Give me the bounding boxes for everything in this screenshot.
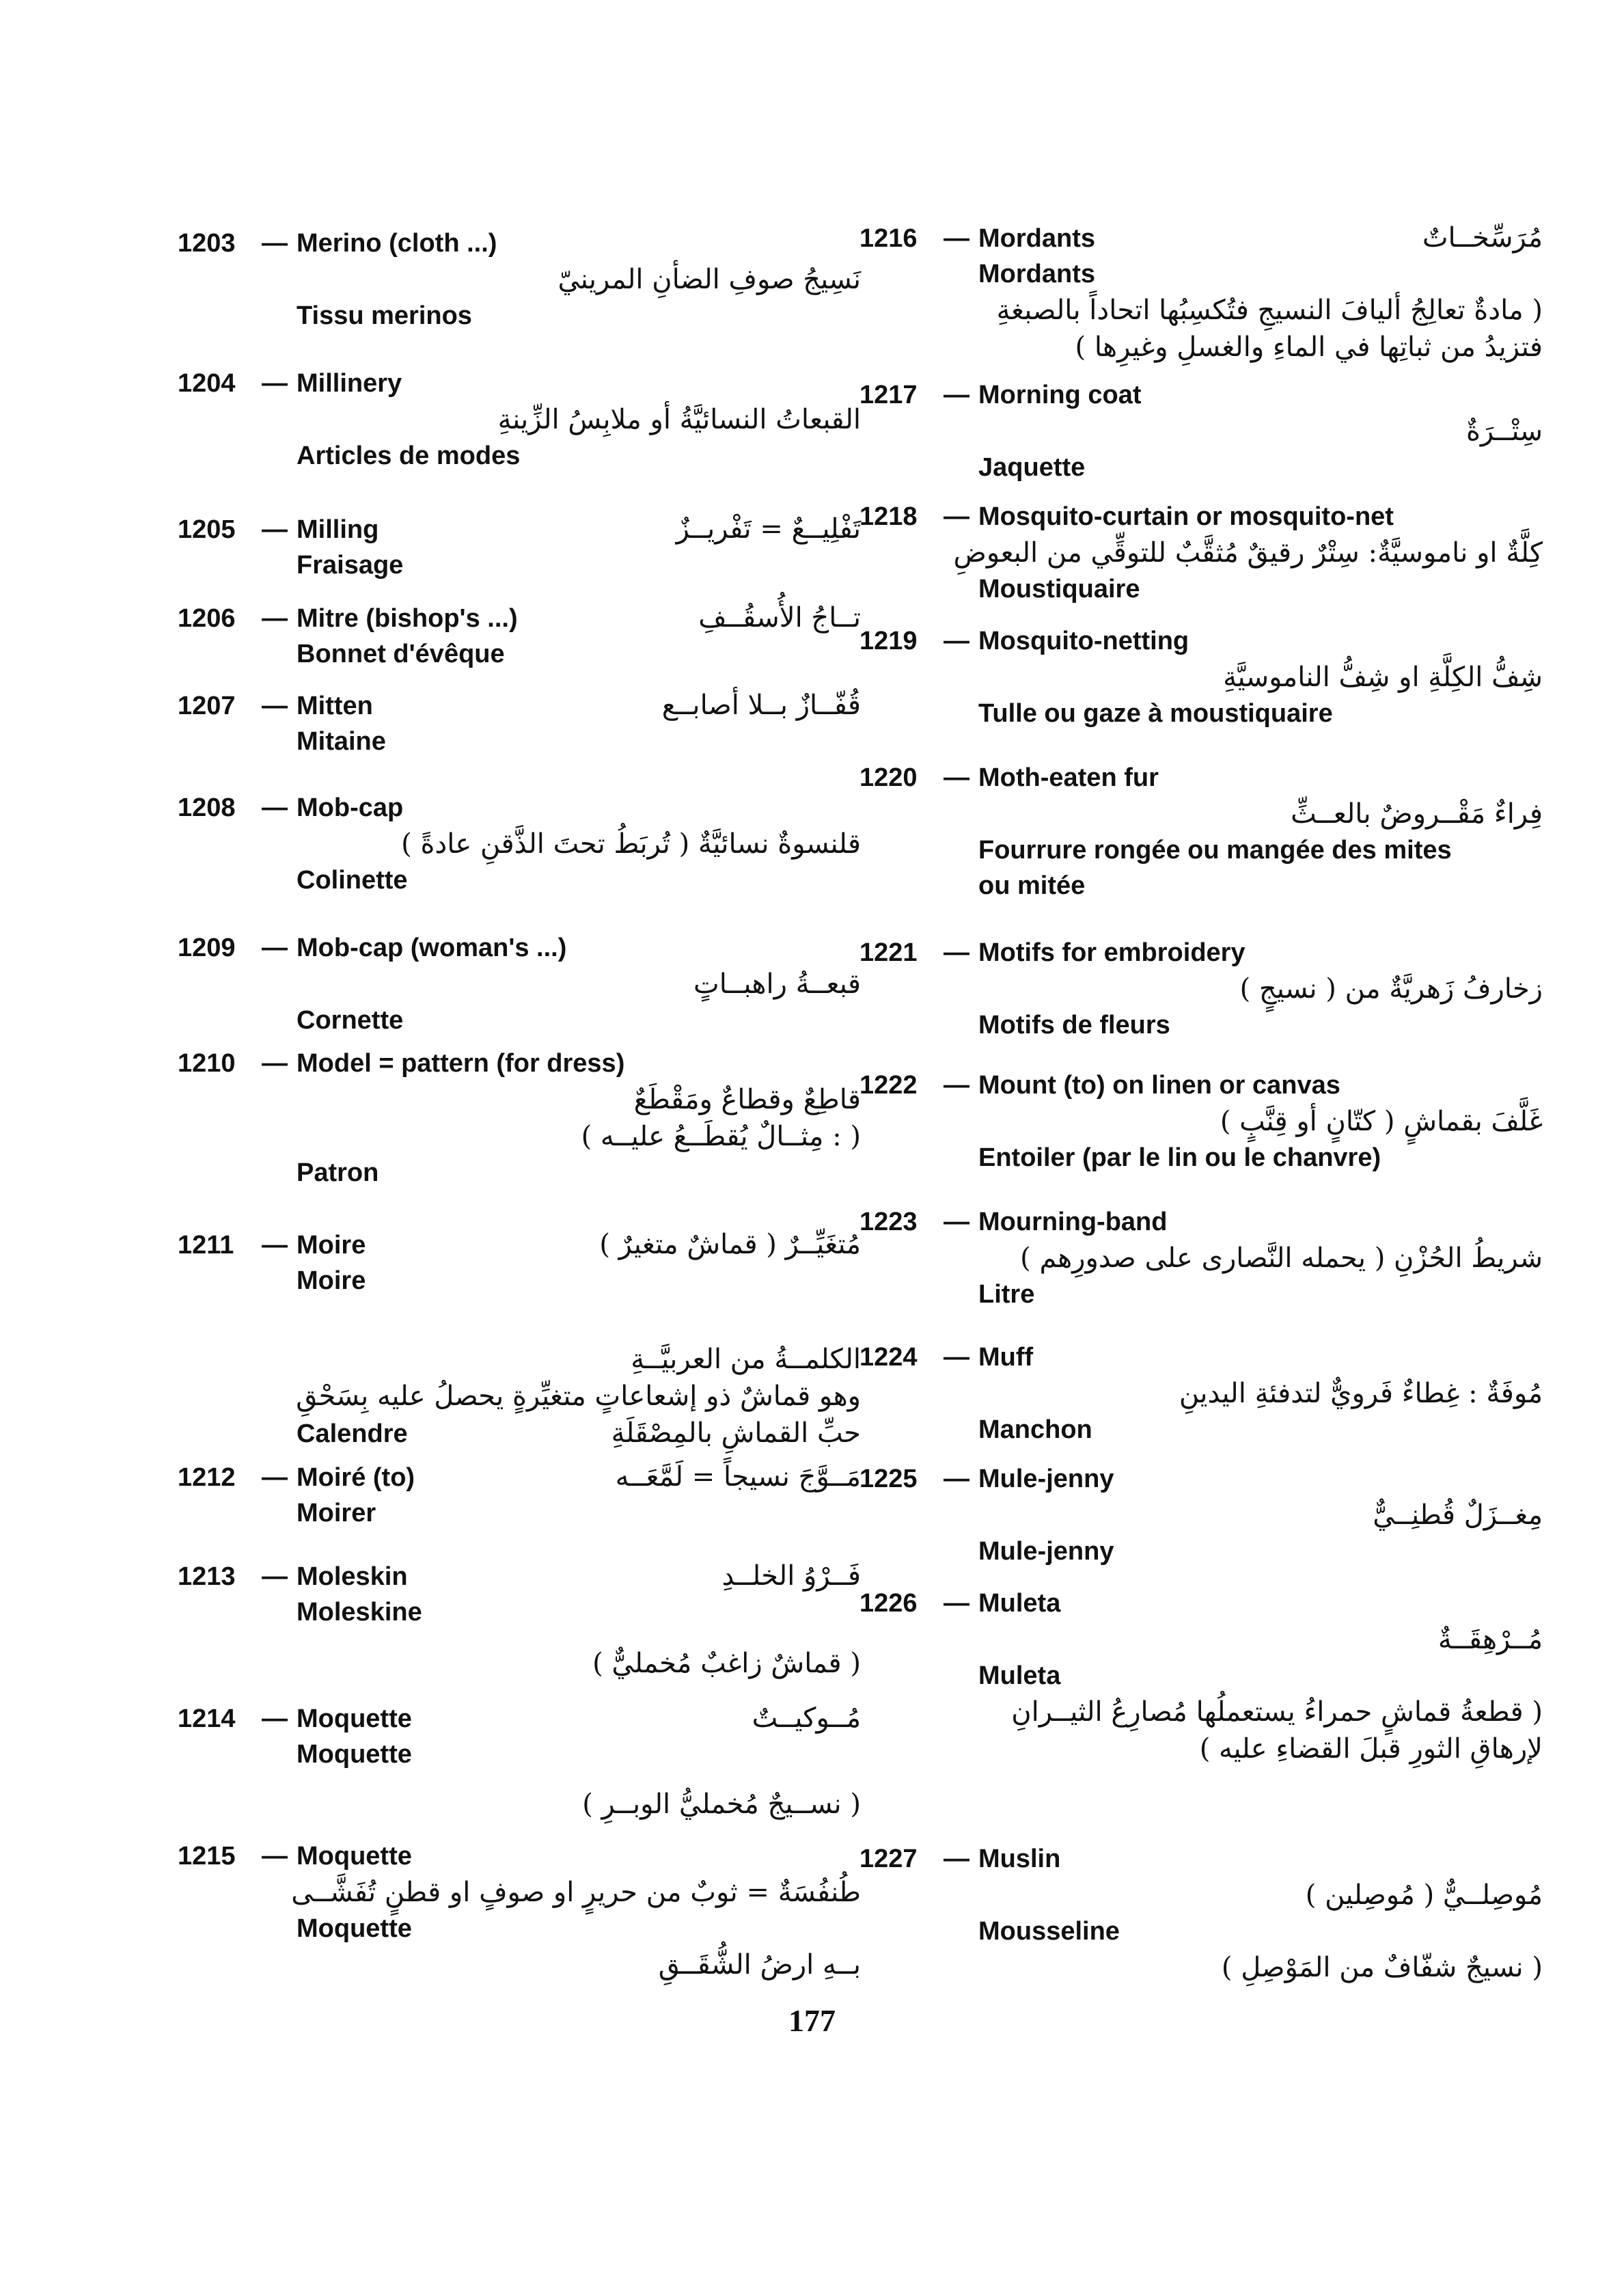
entry-arabic: تــاجُ الأُسقُــفِ <box>698 602 861 634</box>
entry-1227 <box>859 1841 1543 1986</box>
entry-number: 1220 <box>859 763 918 792</box>
entry-arabic: فَــرْوُ الخلــدِ <box>721 1560 861 1592</box>
entry-english: Millinery <box>297 369 402 398</box>
entry-english: Motifs for embroidery <box>978 938 1245 967</box>
entry-dash: — <box>262 793 288 822</box>
entry-french: Litre <box>978 1280 1035 1309</box>
entry-arabic-definition: ( : مِثــالٌ يُقطَــعُ عليــه ) <box>581 1121 861 1152</box>
entry-english: Muleta <box>978 1589 1061 1618</box>
entry-1217 <box>859 377 1543 485</box>
entry-1216 <box>859 220 1543 366</box>
entry-french: Manchon <box>978 1415 1092 1444</box>
entry-1212 <box>178 1459 861 1531</box>
entry-arabic-definition: ( نسيجٌ شفّافٌ من المَوْصِلِ ) <box>1221 1952 1543 1983</box>
moire-note <box>178 1341 861 1452</box>
entry-english: Muff <box>978 1343 1034 1372</box>
entry-french: Jaquette <box>978 453 1086 482</box>
entry-english: Mule-jenny <box>978 1465 1114 1493</box>
entry-1222 <box>859 1068 1543 1175</box>
entry-1226 <box>859 1586 1543 1767</box>
entry-dash: — <box>262 1231 288 1260</box>
entry-arabic-definition: لإرهاقِ الثورِ قبلَ القضاءِ عليه ) <box>1199 1733 1543 1765</box>
entry-1219 <box>859 623 1543 731</box>
entry-number: 1223 <box>859 1208 918 1236</box>
entry-arabic-definition: ( قطعةُ قماشٍ حمراءُ يستعملُها مُصارِعُ الثيــرانِ <box>1011 1696 1543 1728</box>
entry-arabic: تَفْلِيــعٌ = تَفْريــزٌ <box>676 513 861 545</box>
entry-number: 1206 <box>178 604 236 633</box>
entry-english: Mosquito-curtain or mosquito-net <box>978 502 1394 531</box>
entry-dash: — <box>944 381 969 409</box>
entry-english: Merino (cloth ...) <box>297 229 497 258</box>
entry-arabic: طُنفُسَةٌ = ثوبٌ من حريرٍ او صوفٍ او قطنٍ تُفَشَّــى <box>291 1877 861 1908</box>
entry-dash: — <box>262 515 288 544</box>
entry-french: Mordants <box>978 260 1095 288</box>
entry-dash: — <box>262 1562 288 1591</box>
entry-dash: — <box>262 229 288 258</box>
entry-english: Mount (to) on linen or canvas <box>978 1071 1340 1100</box>
entry-arabic: مُــرْهِقَــةٌ <box>1437 1624 1543 1655</box>
note-arabic-line: الكلمــةُ من العربيَّــةِ <box>631 1344 861 1375</box>
entry-1213 <box>178 1558 861 1682</box>
entry-number: 1225 <box>859 1465 918 1493</box>
entry-1221 <box>859 935 1543 1043</box>
entry-dash: — <box>944 1343 969 1372</box>
entry-dash: — <box>944 502 969 531</box>
entry-english: Model = pattern (for dress) <box>297 1049 625 1078</box>
entry-number: 1224 <box>859 1343 918 1372</box>
entry-english: Mordants <box>978 224 1095 253</box>
entry-french: Fourrure rongée ou mangée des mites <box>978 836 1452 865</box>
entry-dash: — <box>944 224 969 253</box>
entry-french: Cornette <box>297 1006 404 1035</box>
entry-1223 <box>859 1204 1543 1312</box>
entry-arabic: قلنسوةٌ نسائيَّةٌ ( تُربَطُ تحتَ الذَّقنِ عادةً ) <box>401 828 861 860</box>
entry-number: 1227 <box>859 1845 918 1873</box>
entry-1211 <box>178 1227 861 1299</box>
entry-number: 1226 <box>859 1589 918 1618</box>
entry-english: Moiré (to) <box>297 1463 415 1492</box>
entry-number: 1204 <box>178 369 236 398</box>
entry-number: 1217 <box>859 381 918 409</box>
entry-french: Tulle ou gaze à moustiquaire <box>978 699 1333 728</box>
entry-number: 1211 <box>178 1231 234 1260</box>
entry-french: Muleta <box>978 1661 1061 1690</box>
entry-number: 1214 <box>178 1704 236 1733</box>
entry-french: Fraisage <box>297 551 404 580</box>
entry-french: Moquette <box>297 1740 412 1769</box>
entry-1206 <box>178 600 861 672</box>
entry-english: Mob-cap (woman's ...) <box>297 934 567 962</box>
entry-number: 1203 <box>178 229 236 258</box>
entry-arabic: مُوفَةٌ : غِطاءٌ فَرويٌّ لتدفئةِ اليدينِ <box>1179 1378 1543 1409</box>
entry-dash: — <box>944 1071 969 1100</box>
entry-dash: — <box>944 627 969 655</box>
entry-arabic: القبعاتُ النسائيَّةُ أو ملابِسُ الزِّينةِ <box>497 404 861 435</box>
entry-1205 <box>178 511 861 583</box>
entry-dash: — <box>262 934 288 962</box>
entry-arabic: مُــوكيــتٌ <box>752 1702 861 1734</box>
entry-number: 1222 <box>859 1071 918 1100</box>
entry-arabic: نَسِيجُ صوفِ الضأنِ المرينيّ <box>558 264 861 295</box>
entry-number: 1208 <box>178 793 236 822</box>
entry-arabic: مِغــزَلٌ قُطنِــيٌّ <box>1373 1499 1543 1531</box>
entry-dash: — <box>944 1589 969 1618</box>
entry-arabic: مَــوَّجَ نسيجاً = لَمَّعَــه <box>615 1461 861 1493</box>
entry-french: Moustiquaire <box>978 575 1140 603</box>
entry-french: Moirer <box>297 1499 376 1527</box>
entry-1207 <box>178 688 861 759</box>
entry-dash: — <box>262 1049 288 1078</box>
entry-dash: — <box>262 369 288 398</box>
entry-dash: — <box>262 692 288 720</box>
entry-arabic: شِفُّ الكِلَّةِ او شِفُّ الناموسيَّةِ <box>1223 662 1543 693</box>
entry-english: Moire <box>297 1231 366 1260</box>
entry-1225 <box>859 1461 1543 1569</box>
entry-english: Mitten <box>297 692 373 720</box>
entry-1209 <box>178 930 861 1038</box>
entry-arabic: سِتْــرَةٌ <box>1465 416 1543 447</box>
entry-french: Mule-jenny <box>978 1537 1114 1566</box>
entry-arabic: قاطِعٌ وقطاعٌ ومَقْطَعٌ <box>633 1084 861 1115</box>
entry-english: Mourning-band <box>978 1208 1168 1236</box>
entry-french: Entoiler (par le lin ou le chanvre) <box>978 1143 1381 1172</box>
entry-english: Mosquito-netting <box>978 627 1189 655</box>
entry-1203 <box>178 226 861 334</box>
entry-arabic: قُفّــازٌ بــلا أصابــع <box>661 690 861 721</box>
entry-dash: — <box>262 604 288 633</box>
entry-number: 1212 <box>178 1463 236 1492</box>
entry-english: Moth-eaten fur <box>978 763 1159 792</box>
entry-english: Mob-cap <box>297 793 404 822</box>
entry-arabic-definition: فتزيدُ من ثباتِها في الماءِ والغسلِ وغيرِها ) <box>1075 331 1543 363</box>
entry-french: Mitaine <box>297 727 386 756</box>
entry-english: Moleskin <box>297 1562 408 1591</box>
entry-english: Muslin <box>978 1845 1061 1873</box>
entry-arabic: مُوصِلــيٌّ ( مُوصِلين ) <box>1305 1879 1543 1911</box>
entry-french: Moleskine <box>297 1598 422 1627</box>
entry-arabic-definition: ( مادةٌ تعالِجُ أليافَ النسيجِ فتُكسِبُها اتحاداً بالصبغةِ <box>996 295 1543 326</box>
entry-number: 1215 <box>178 1842 236 1871</box>
entry-dash: — <box>944 763 969 792</box>
entry-1220 <box>859 760 1543 903</box>
entry-1208 <box>178 790 861 898</box>
entry-french-continued: ou mitée <box>978 871 1086 900</box>
entry-dash: — <box>944 938 969 967</box>
entry-1204 <box>178 366 861 474</box>
note-french: Calendre <box>297 1419 408 1448</box>
entry-arabic: مُرَسِّخــاتٌ <box>1422 222 1543 254</box>
entry-1214 <box>178 1700 861 1823</box>
entry-number: 1216 <box>859 224 918 253</box>
entry-1224 <box>859 1340 1543 1447</box>
entry-dash: — <box>262 1463 288 1492</box>
entry-french: Colinette <box>297 866 408 895</box>
entry-dash: — <box>262 1704 288 1733</box>
entry-dash: — <box>944 1845 969 1873</box>
entry-english: Mitre (bishop's ...) <box>297 604 518 633</box>
entry-french: Tissu merinos <box>297 301 472 330</box>
entry-french: Moquette <box>297 1914 412 1943</box>
page-number: 177 <box>788 2003 836 2038</box>
entry-number: 1209 <box>178 934 236 962</box>
entry-dash: — <box>262 1842 288 1871</box>
entry-number: 1207 <box>178 692 236 720</box>
entry-arabic: زخارفُ زَهريَّةٌ من ( نسيجٍ ) <box>1239 973 1543 1005</box>
note-arabic-line: حبِّ القماشِ بالمِصْقَلَةِ <box>611 1417 861 1449</box>
entry-arabic: فِراءٌ مَقْــروضٌ بالعــثِّ <box>1291 798 1543 830</box>
entry-french: Patron <box>297 1158 379 1187</box>
note-arabic-line: وهو قماشٌ ذو إشعاعاتٍ متغيِّرةٍ يحصلُ عليه بِسَحْقِ <box>296 1381 861 1412</box>
entry-english: Milling <box>297 515 379 544</box>
entry-arabic: كِلَّةٌ او ناموسيَّةٌ: سِتْرٌ رقيقٌ مُثقَّبٌ للتوقِّي من البعوضِ <box>953 537 1543 569</box>
entry-arabic-definition: ( قماشٌ زاغبٌ مُخمليٌّ ) <box>592 1648 861 1679</box>
entry-1218 <box>859 499 1543 607</box>
entry-arabic: غَلَّفَ بقماشٍ ( كتّانٍ أو قِنَّبٍ ) <box>1220 1106 1543 1137</box>
entry-number: 1213 <box>178 1562 236 1591</box>
entry-french: Motifs de fleurs <box>978 1011 1170 1039</box>
entry-arabic-definition: ( نســيجٌ مُخمليُّ الوبــرِ ) <box>582 1789 861 1820</box>
entry-number: 1205 <box>178 515 236 544</box>
entry-arabic-definition: بــهِ ارضُ الشُّقَــقِ <box>658 1949 861 1981</box>
entry-english: Moquette <box>297 1842 412 1871</box>
entry-arabic: مُتغَيِّــرٌ ( قماشٌ متغيرٌ ) <box>599 1229 861 1260</box>
entry-arabic: شريطُ الحُزْنِ ( يحمله النَّصارى على صدورِهم ) <box>1020 1242 1543 1274</box>
entry-french: Articles de modes <box>297 441 521 470</box>
entry-1215 <box>178 1838 861 1983</box>
entry-french: Moire <box>297 1266 366 1295</box>
entry-english: Moquette <box>297 1704 412 1733</box>
entry-1210 <box>178 1046 861 1191</box>
entry-french: Mousseline <box>978 1917 1120 1946</box>
entry-english: Morning coat <box>978 381 1142 409</box>
entry-number: 1218 <box>859 502 918 531</box>
entry-arabic: قبعــةُ راهبــاتٍ <box>693 968 861 1000</box>
entry-number: 1210 <box>178 1049 236 1078</box>
entry-number: 1221 <box>859 938 918 967</box>
entry-french: Bonnet d'évêque <box>297 640 505 668</box>
entry-dash: — <box>944 1465 969 1493</box>
entry-dash: — <box>944 1208 969 1236</box>
entry-number: 1219 <box>859 627 918 655</box>
